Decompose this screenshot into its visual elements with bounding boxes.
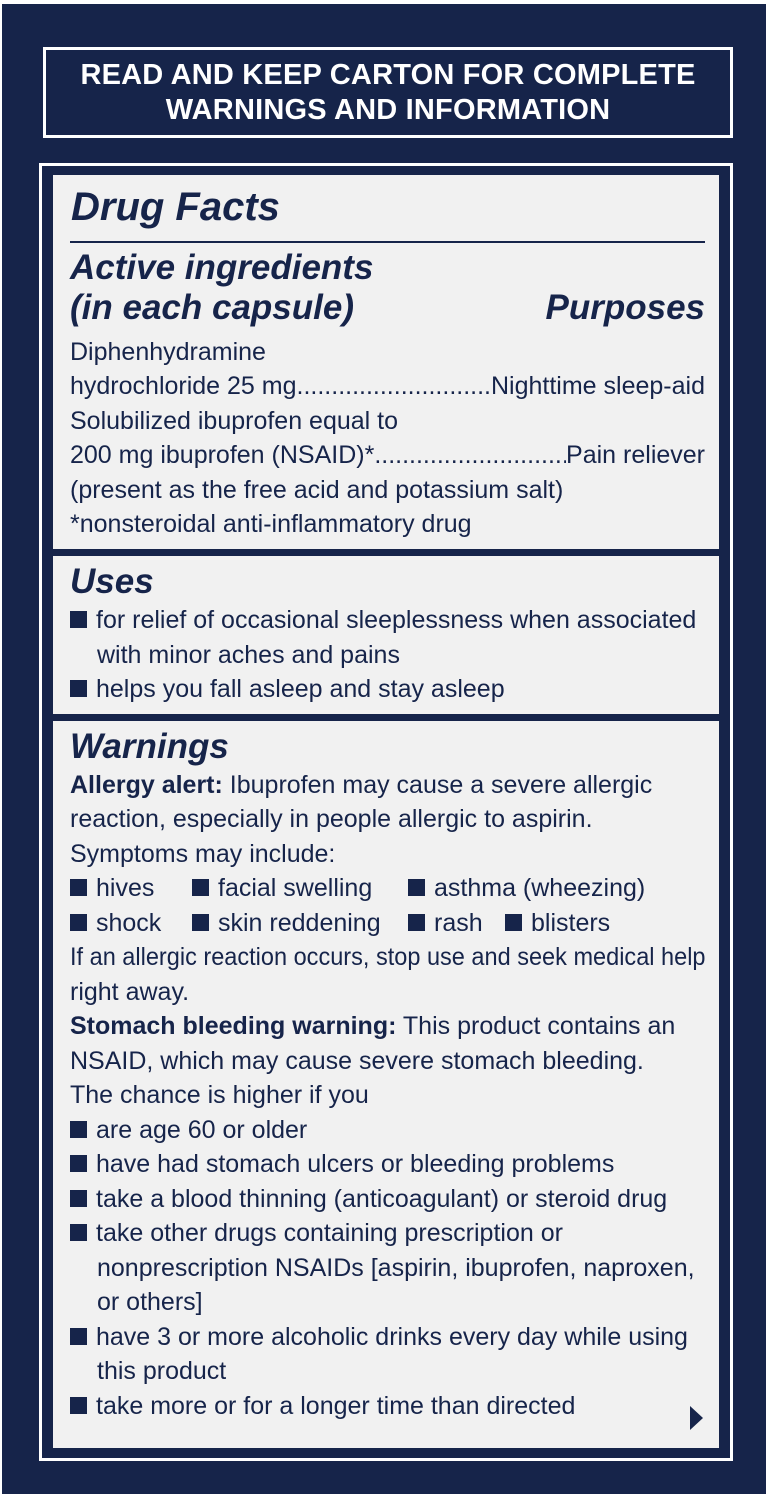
banner-text: READ AND KEEP CARTON FOR COMPLETE WARNINGS AND INFORMATION [80, 58, 696, 126]
active-ingredients-subheading: (in each capsule) [70, 288, 354, 327]
symptoms-intro: Symptoms may include: [70, 840, 336, 868]
risk-item-4-cont-1: nonprescription NSAIDs [aspirin, ibuprofen, naproxen, [97, 1254, 695, 1282]
square-bullet-icon [70, 1155, 87, 1172]
risk-item-4: take other drugs containing prescription or [70, 1216, 705, 1250]
reaction-line-2: right away. [70, 978, 190, 1006]
square-bullet-icon [192, 879, 209, 896]
ingredient-2-name: Solubilized ibuprofen equal to [70, 407, 399, 435]
ingredient-2-purpose: Pain reliever [566, 441, 705, 469]
nsaid-footnote: *nonsteroidal anti-inflammatory drug [70, 510, 472, 538]
uses-item-1-cont: with minor aches and pains [97, 641, 400, 669]
risk-item-5: have 3 or more alcoholic drinks every day while using [70, 1320, 705, 1354]
ingredient-2-amount: 200 mg ibuprofen (NSAID)* [70, 441, 375, 469]
stomach-warning-line-2: NSAID, which may cause severe stomach bleeding. [70, 1047, 644, 1075]
purposes-heading: Purposes [545, 288, 705, 327]
square-bullet-icon [505, 914, 522, 931]
warnings-section [53, 721, 719, 1448]
uses-item-1: for relief of occasional sleeplessness when associated [70, 603, 705, 637]
square-bullet-icon [408, 879, 425, 896]
salt-note: (present as the free acid and potassium salt) [70, 476, 564, 504]
stomach-warning-label: Stomach bleeding warning: [70, 1012, 397, 1040]
symptom-asthma: asthma (wheezing) [408, 871, 645, 905]
square-bullet-icon [70, 611, 87, 628]
active-ingredients-heading: Active ingredients [70, 248, 374, 287]
uses-item-2: helps you fall asleep and stay asleep [70, 672, 705, 706]
risk-item-1: are age 60 or older [70, 1113, 705, 1147]
symptom-blisters: blisters [505, 906, 610, 940]
square-bullet-icon [70, 1328, 87, 1345]
risk-item-6: take more or for a longer time than directed [70, 1389, 705, 1423]
symptom-shock: shock [70, 906, 161, 940]
symptom-facial-swelling: facial swelling [192, 871, 372, 905]
continue-arrow-icon [690, 1406, 703, 1430]
uses-heading: Uses [70, 562, 154, 601]
allergy-alert-line-1: Allergy alert: Ibuprofen may cause a severe allergic [70, 771, 653, 799]
square-bullet-icon [70, 1190, 87, 1207]
risk-item-3: take a blood thinning (anticoagulant) or steroid drug [70, 1182, 705, 1216]
square-bullet-icon [70, 1397, 87, 1414]
risk-item-4-cont-2: or others] [97, 1288, 203, 1316]
risk-item-5-cont: this product [97, 1357, 227, 1385]
ingredient-1-purpose: Nighttime sleep-aid [491, 372, 705, 400]
allergy-alert-line-2: reaction, especially in people allergic to aspirin. [70, 805, 593, 833]
warnings-heading: Warnings [70, 727, 229, 766]
ingredient-2-row [70, 438, 705, 472]
ingredient-1-name: Diphenhydramine [70, 338, 266, 366]
symptom-rash: rash [408, 906, 483, 940]
drug-facts-section [53, 175, 719, 549]
uses-section [53, 556, 719, 714]
chance-intro: The chance is higher if you [70, 1081, 369, 1109]
risk-item-2: have had stomach ulcers or bleeding problems [70, 1147, 705, 1181]
symptom-hives: hives [70, 871, 154, 905]
square-bullet-icon [192, 914, 209, 931]
square-bullet-icon [70, 1224, 87, 1241]
leader-dots [374, 438, 566, 472]
carton-banner [43, 47, 733, 138]
stomach-warning-line-1: Stomach bleeding warning: This product contains an [70, 1012, 676, 1040]
square-bullet-icon [70, 914, 87, 931]
ingredient-1-amount: hydrochloride 25 mg [70, 372, 297, 400]
title-rule [70, 241, 705, 243]
allergy-alert-label: Allergy alert: [70, 771, 223, 799]
square-bullet-icon [70, 1121, 87, 1138]
square-bullet-icon [70, 680, 87, 697]
leader-dots [297, 369, 491, 403]
drug-facts-title: Drug Facts [71, 185, 280, 229]
ingredient-1-row [70, 369, 705, 403]
symptom-skin-reddening: skin reddening [192, 906, 381, 940]
square-bullet-icon [408, 914, 425, 931]
square-bullet-icon [70, 879, 87, 896]
reaction-line-1: If an allergic reaction occurs, stop use and seek medical help [70, 943, 706, 971]
